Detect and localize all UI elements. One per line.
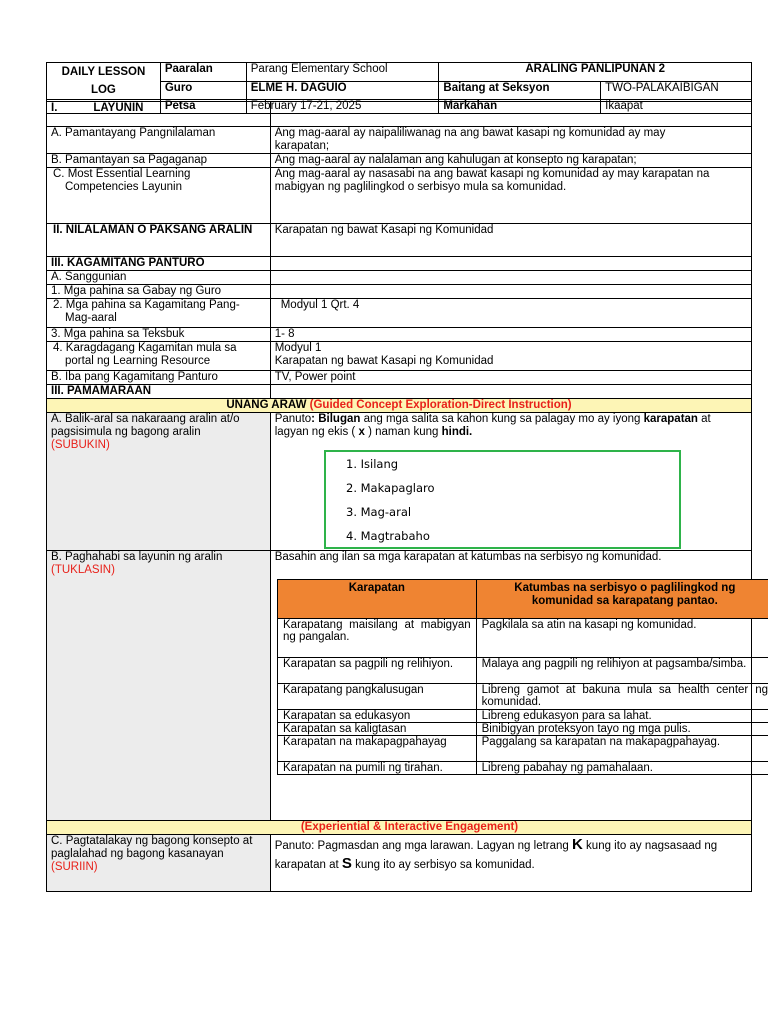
karapatan-column-header: Karapatan xyxy=(278,580,477,619)
petsa-label: Petsa xyxy=(160,100,246,114)
table-row-serbisyo: Malaya ang pagpili ng relihiyon at pagsamba/simba. xyxy=(476,658,768,684)
karagdagan-line-2: Karapatan ng bawat Kasapi ng Komunidad xyxy=(274,355,494,367)
dll-title: DAILY LESSON LOG xyxy=(47,63,161,100)
balik-aral-label: A. Balik-aral sa nakaraang aralin at/o pagsisimula ng bagong aralin xyxy=(51,413,240,438)
pamamaraan-heading: III. PAMAMARAAN xyxy=(47,385,271,399)
table-row-serbisyo: Libreng edukasyon para sa lahat. xyxy=(476,710,768,723)
iba-pang-kagamitan-value: TV, Power point xyxy=(270,371,751,385)
pamantayang-pangnilalaman-value: Ang mag-aaral ay naipaliliwanag na ang bawat kasapi ng komunidad ay may karapatan; xyxy=(270,127,751,154)
pagtatalakay-cell xyxy=(47,835,271,892)
sanggunian-label: A. Sanggunian xyxy=(47,271,271,285)
suriin-panuto: Panuto: Pagmasdan ang mga larawan. Lagyan ng letrang K kung ito ay nagsasaad ng karapatan at S kung ito ay serbisyo sa komunidad. xyxy=(270,835,751,892)
markahan-value: Ikaapat xyxy=(601,100,752,114)
paaralan-label: Paaralan xyxy=(160,63,246,82)
karagdagang-kagamitan-label: 4. Karagdagang Kagamitan mula sa portal ng Learning Resource xyxy=(47,342,271,371)
suriin-tag: (SURIIN) xyxy=(51,861,98,873)
table-row-serbisyo: Paggalang sa karapatan na makapagpahayag. xyxy=(476,736,768,762)
kagamitang-pang-mag-aaral-value: Modyul 1 Qrt. 4 xyxy=(270,299,751,328)
kagamitang-panturo-heading: III. KAGAMITANG PANTURO xyxy=(47,257,271,271)
petsa-value: February 17-21, 2025 xyxy=(246,100,439,114)
table-row-karapatan: Karapatan sa edukasyon xyxy=(278,710,477,723)
rights-choice-box xyxy=(324,450,681,549)
paaralan-value: Parang Elementary School xyxy=(246,63,439,82)
table-row-karapatan: Karapatan sa kaligtasan xyxy=(278,723,477,736)
paghahabi-cell xyxy=(47,551,271,821)
table-row-serbisyo: Libreng pabahay ng pamahalaan. xyxy=(476,762,768,775)
paghahabi-label: B. Paghahabi sa layunin ng aralin xyxy=(51,551,223,563)
teksbuk-label: 3. Mga pahina sa Teksbuk xyxy=(47,328,271,342)
iba-pang-kagamitan-label: B. Iba pang Kagamitang Panturo xyxy=(47,371,271,385)
list-item: 1. Isilang xyxy=(346,457,399,471)
baitang-label: Baitang at Seksyon xyxy=(439,81,601,100)
empty-cell xyxy=(270,102,751,127)
teksbuk-value: 1- 8 xyxy=(270,328,751,342)
subukin-tag: (SUBUKIN) xyxy=(51,439,110,451)
baitang-value: TWO-PALAKAIBIGAN xyxy=(601,81,752,100)
experiential-title: (Experiential & Interactive Engagement) xyxy=(300,821,519,833)
markahan-label: Markahan xyxy=(439,100,601,114)
melc-value: Ang mag-aaral ay nasasabi na ang bawat kasapi ng komunidad ay may karapatan na mabigyan ng paglilingkod o serbisyo mula sa komunidad. xyxy=(270,168,751,224)
table-row-serbisyo: Pagkilala sa atin na kasapi ng komunidad. xyxy=(476,619,768,658)
list-item: 2. Makapaglaro xyxy=(346,481,435,495)
pamantayan-pagaganap-value: Ang mag-aaral ay nalalaman ang kahulugan at konsepto ng karapatan; xyxy=(270,154,751,168)
karagdagan-line-1: Modyul 1 xyxy=(274,342,322,354)
kagamitang-pang-mag-aaral-label: 2. Mga pahina sa Kagamitang Pang-Mag-aaral xyxy=(47,299,271,328)
table-row-karapatan: Karapatan sa pagpili ng relihiyon. xyxy=(278,658,477,684)
serbisyo-column-header: Katumbas na serbisyo o paglilingkod ng komunidad sa karapatang pantao. xyxy=(476,580,768,619)
pamantayan-pagaganap-label: B. Pamantayan sa Pagaganap xyxy=(47,154,271,168)
empty-cell xyxy=(270,257,751,271)
table-row-serbisyo: Libreng gamot at bakuna mula sa health center ng komunidad. xyxy=(476,684,768,710)
subject-title: ARALING PANLIPUNAN 2 xyxy=(439,63,752,82)
tuklasin-tag: (TUKLASIN) xyxy=(51,564,115,576)
table-row-karapatan: Karapatan na makapagpahayag xyxy=(278,736,477,762)
unang-araw-banner xyxy=(47,399,752,413)
karagdagang-kagamitan-value xyxy=(270,342,751,371)
panuto-cell: Panuto: Bilugan ang mga salita sa kahon kung sa palagay mo ay iyong karapatan at lagyan ng ekis ( x ) naman kung hindi. xyxy=(270,413,751,551)
melc-label: C. Most Essential Learning Competencies Layunin xyxy=(47,168,271,224)
gabay-guro-label: 1. Mga pahina sa Gabay ng Guro xyxy=(47,285,271,299)
rights-services-table xyxy=(277,579,768,775)
guro-label: Guro xyxy=(160,81,246,100)
nilalaman-value: Karapatan ng bawat Kasapi ng Komunidad xyxy=(270,224,751,257)
pagtatalakay-label: C. Pagtatalakay ng bagong konsepto at paglalahad ng bagong kasanayan xyxy=(51,835,253,860)
empty-cell xyxy=(270,271,751,285)
table-row-karapatan: Karapatang maisilang at mabigyan ng pangalan. xyxy=(278,619,477,658)
experiential-banner xyxy=(47,821,752,835)
paghahabi-instruction: Basahin ang ilan sa mga karapatan at katumbas na serbisyo ng komunidad. xyxy=(274,551,662,563)
nilalaman-label: II. NILALAMAN O PAKSANG ARALIN xyxy=(47,224,271,257)
list-item: 4. Magtrabaho xyxy=(346,529,430,543)
balik-aral-cell xyxy=(47,413,271,551)
table-row-karapatan: Karapatan na pumili ng tirahan. xyxy=(278,762,477,775)
empty-cell xyxy=(270,385,751,399)
unang-araw-subtitle: (Guided Concept Exploration-Direct Instruction) xyxy=(309,399,572,411)
guro-value: ELME H. DAGUIO xyxy=(246,81,439,100)
pamantayang-pangnilalaman-label: A. Pamantayang Pangnilalaman xyxy=(47,127,271,154)
list-item: 3. Mag-aral xyxy=(346,505,412,519)
layunin-heading: I. LAYUNIN xyxy=(47,102,271,127)
unang-araw-title: UNANG ARAW xyxy=(226,399,307,411)
empty-cell xyxy=(270,285,751,299)
table-row-serbisyo: Binibigyan proteksyon tayo ng mga pulis. xyxy=(476,723,768,736)
table-row-karapatan: Karapatang pangkalusugan xyxy=(278,684,477,710)
